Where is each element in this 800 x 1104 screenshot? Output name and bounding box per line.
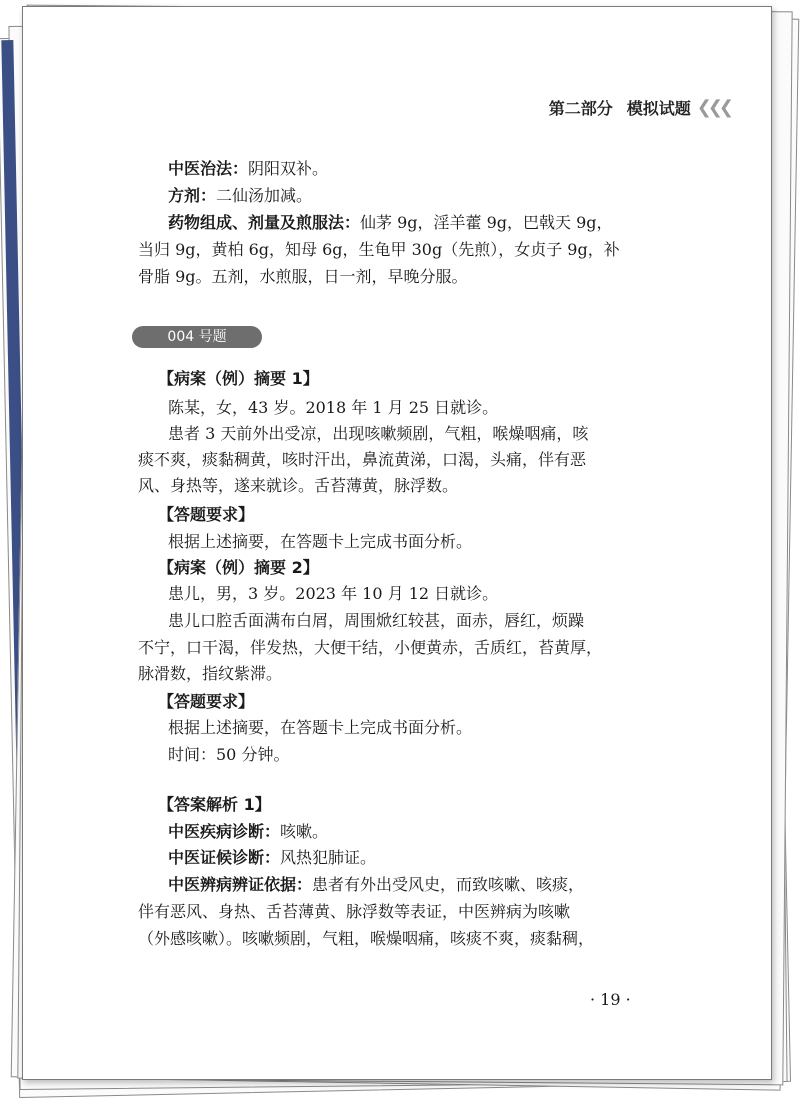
case2-patient: 患儿，男，3 岁。2023 年 10 月 12 日就诊。 bbox=[168, 584, 499, 603]
treatment-value: 阴阳双补。 bbox=[248, 159, 329, 178]
basis-text: （外感咳嗽）。咳嗽频剧，气粗，喉燥咽痛，咳痰不爽，痰黏稠， bbox=[138, 929, 595, 948]
case1-desc: 痰不爽，痰黏稠黄，咳时汗出，鼻流黄涕，口渴，头痛，伴有恶 bbox=[138, 450, 587, 469]
case1-req-text: 根据上述摘要，在答题卡上完成书面分析。 bbox=[168, 532, 473, 551]
case1-desc: 患者 3 天前外出受凉，出现咳嗽频剧，气粗，喉燥咽痛，咳 bbox=[168, 424, 589, 443]
drugs-line bbox=[168, 213, 648, 233]
syndrome-label: 中医证候诊断： bbox=[168, 848, 281, 867]
answer1-title: 【答案解析 1】 bbox=[158, 795, 271, 814]
case2-title: 【病案（例）摘要 2】 bbox=[158, 558, 319, 577]
syndrome-value: 风热犯肺证。 bbox=[280, 848, 377, 867]
case2-req-text: 根据上述摘要，在答题卡上完成书面分析。 bbox=[168, 718, 473, 737]
drugs-text: 骨脂 9g。五剂，水煎服，日一剂，早晚分服。 bbox=[138, 267, 468, 286]
drugs-text: 仙茅 9g，淫羊藿 9g，巴戟天 9g， bbox=[360, 213, 613, 232]
treatment-label: 中医治法： bbox=[168, 159, 249, 178]
basis-line bbox=[168, 875, 648, 895]
disease-label: 中医疾病诊断： bbox=[168, 822, 281, 841]
question-number-badge: 004 号题 bbox=[132, 326, 262, 348]
case2-desc: 不宁，口干渴，伴发热，大便干结，小便黄赤，舌质红，苔黄厚， bbox=[138, 638, 603, 657]
header-section: 模拟试题 bbox=[626, 99, 691, 118]
running-header bbox=[549, 96, 730, 119]
formula-value: 二仙汤加减。 bbox=[216, 186, 313, 205]
chevrons-icon: ❮❮❮ bbox=[696, 97, 730, 118]
basis-label: 中医辨病辨证依据： bbox=[168, 875, 313, 894]
case1-title: 【病案（例）摘要 1】 bbox=[158, 369, 319, 388]
case2-desc: 患儿口腔舌面满布白屑，周围焮红较甚，面赤，唇红，烦躁 bbox=[168, 611, 585, 630]
case1-req-title: 【答题要求】 bbox=[158, 505, 255, 524]
page-number: · 19 · bbox=[590, 990, 631, 1009]
case2-time: 时间：50 分钟。 bbox=[168, 745, 290, 764]
header-part: 第二部分 bbox=[548, 99, 613, 118]
treatment-line bbox=[168, 159, 648, 179]
case1-desc: 风、身热等，遂来就诊。舌苔薄黄，脉浮数。 bbox=[138, 476, 459, 495]
case2-desc: 脉滑数，指纹紫滞。 bbox=[138, 664, 283, 683]
formula-line bbox=[168, 186, 648, 206]
syndrome-line bbox=[168, 848, 648, 868]
case1-patient: 陈某，女，43 岁。2018 年 1 月 25 日就诊。 bbox=[168, 398, 499, 417]
drugs-label: 药物组成、剂量及煎服法： bbox=[168, 213, 361, 232]
disease-value: 咳嗽。 bbox=[280, 822, 329, 841]
case2-req-title: 【答题要求】 bbox=[158, 692, 255, 711]
basis-text: 伴有恶风、身热、舌苔薄黄、脉浮数等表证，中医辨病为咳嗽 bbox=[138, 902, 571, 921]
disease-line bbox=[168, 822, 648, 842]
formula-label: 方剂： bbox=[168, 186, 217, 205]
drugs-text: 当归 9g，黄柏 6g，知母 6g，生龟甲 30g（先煎），女贞子 9g，补 bbox=[138, 240, 620, 259]
basis-text: 患者有外出受风史，而致咳嗽、咳痰， bbox=[312, 875, 585, 894]
